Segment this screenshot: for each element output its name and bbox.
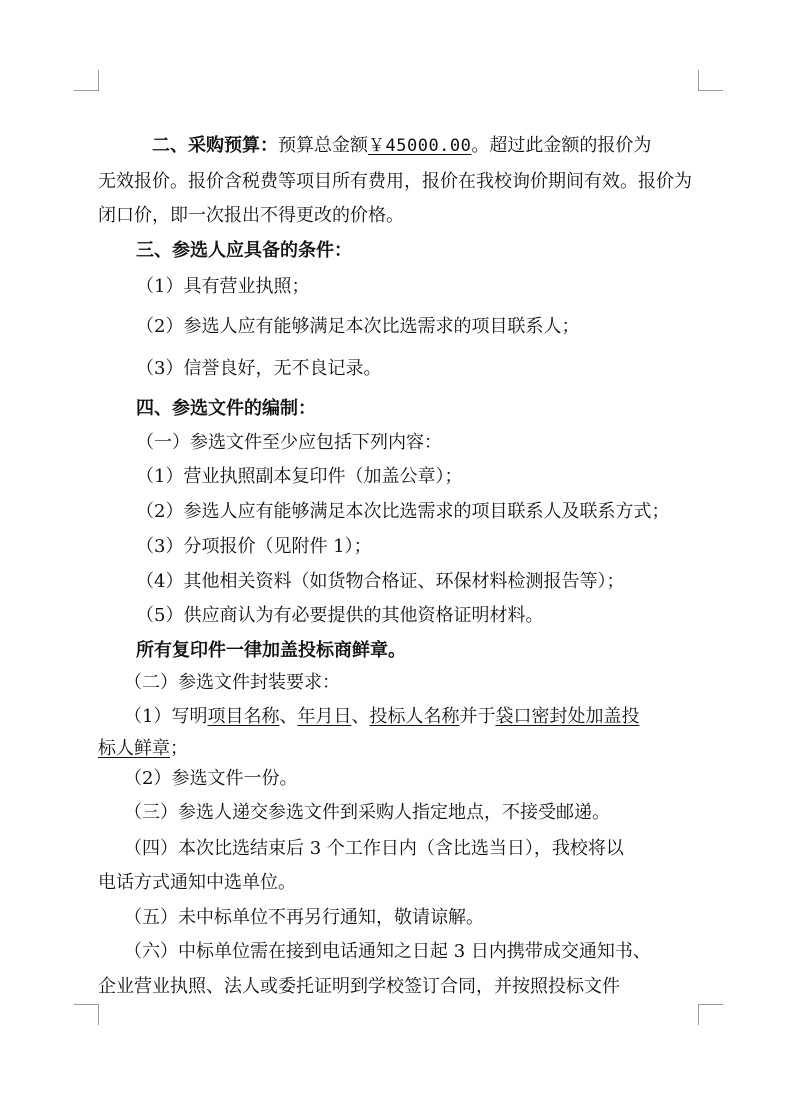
seal-bidder-name: 投标人名称 xyxy=(369,706,460,727)
section2-line2: 无效报价。报价含税费等项目所有费用，报价在我校询价期间有效。报价为 xyxy=(98,171,692,192)
seal-envelope-stamp: 袋口密封处加盖投 xyxy=(495,706,640,727)
section4-sub1: （一）参选文件至少应包括下列内容： xyxy=(136,432,442,453)
section4-heading: 四、参选文件的编制： xyxy=(136,398,316,419)
copies-seal-note: 所有复印件一律加盖投标商鲜章。 xyxy=(136,640,406,661)
section4-sub4-line2: 电话方式通知中选单位。 xyxy=(98,872,296,893)
budget-suffix: 。超过此金额的报价为 xyxy=(471,135,652,156)
budget-prefix: 预算总金额 xyxy=(278,135,368,156)
section4-sub6-line2: 企业营业执照、法人或委托证明到学校签订合同，并按照投标文件 xyxy=(98,976,620,997)
section4-sub6-line1: （六）中标单位需在接到电话通知之日起 3 日内携带成交通知书、 xyxy=(124,941,651,962)
seal-fresh-stamp: 标人鲜章 xyxy=(98,738,170,759)
section4-sub5: （五）未中标单位不再另行通知，敬请谅解。 xyxy=(124,907,484,928)
seal-date: 年月日 xyxy=(297,706,352,727)
section4-sub2: （二）参选文件封装要求： xyxy=(124,672,340,693)
seal-instruction-line2 xyxy=(98,738,188,760)
seal-project-name: 项目名称 xyxy=(207,706,280,727)
page-corner-mark-top-right xyxy=(698,70,723,91)
seal-separator: 、 xyxy=(351,706,370,727)
seal-instruction-line1 xyxy=(124,706,639,728)
section4-item: （2）参选人应有能够满足本次比选需求的项目联系人及联系方式； xyxy=(136,501,670,522)
section4-item: （3）分项报价（见附件 1）； xyxy=(136,536,372,557)
section2-line3: 闭口价，即一次报出不得更改的价格。 xyxy=(98,205,404,226)
seal-separator: 、 xyxy=(279,706,298,727)
page-corner-mark-bottom-left xyxy=(74,1004,99,1025)
section4-item: （5）供应商认为有必要提供的其他资格证明材料。 xyxy=(136,605,544,626)
section4-sub4-line1: （四）本次比选结束后 3 个工作日内（含比选当日），我校将以 xyxy=(124,838,624,859)
section3-item: （3）信誉良好，无不良记录。 xyxy=(136,358,382,379)
seal-prefix: （1）写明 xyxy=(124,706,208,727)
page-corner-mark-top-left xyxy=(74,70,99,91)
section3-item: （2）参选人应有能够满足本次比选需求的项目联系人； xyxy=(136,316,580,337)
seal-mid: 并于 xyxy=(459,706,496,727)
budget-amount: ￥45000.00 xyxy=(368,136,472,156)
page-corner-mark-bottom-right xyxy=(698,1004,723,1025)
section3-heading: 三、参选人应具备的条件： xyxy=(136,240,352,261)
seal-end: ； xyxy=(170,738,188,759)
section4-item: （1）营业执照副本复印件（加盖公章）； xyxy=(136,466,463,487)
section4-sub3: （三）参选人递交参选文件到采购人指定地点，不接受邮递。 xyxy=(124,802,610,823)
budget-line xyxy=(152,135,651,157)
section2-heading: 二、采购预算： xyxy=(152,135,278,156)
section4-item: （4）其他相关资料（如货物合格证、环保材料检测报告等）； xyxy=(136,571,625,592)
section3-item: （1）具有营业执照； xyxy=(136,276,310,297)
copies-count: （2）参选文件一份。 xyxy=(124,768,298,789)
